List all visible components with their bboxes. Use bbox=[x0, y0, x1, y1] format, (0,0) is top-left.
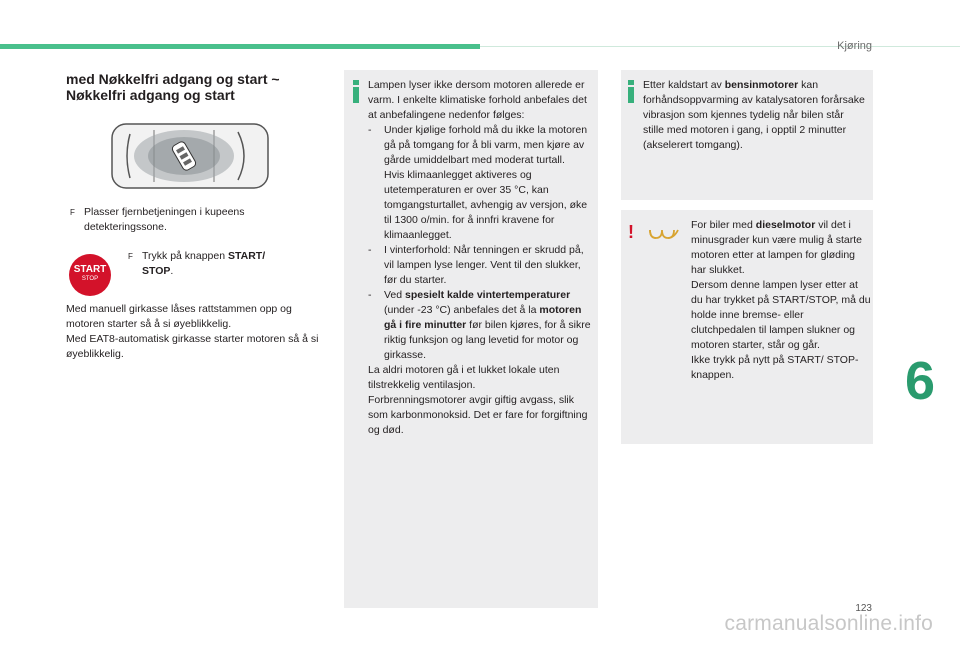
page-number: 123 bbox=[855, 603, 872, 614]
section-title: Kjøring bbox=[837, 40, 872, 52]
bullet-press-start: F Trykk på knappen START/ STOP. bbox=[128, 250, 266, 277]
info-icon bbox=[351, 80, 361, 102]
bullet-icon: F bbox=[128, 252, 133, 261]
info-box-petrol-text: Etter kaldstart av bensinmotorer kan forhåndsoppvarming av katalysatoren forårsake vibrasjon som kjennes tydelig når bilen står stille med motoren i gang, i opptil 2 minutter (akselerert tomgang). bbox=[643, 79, 865, 151]
page-heading: med Nøkkelfri adgang og start ~ Nøkkelfri adgang og start bbox=[66, 71, 280, 103]
header-rule bbox=[480, 46, 960, 47]
bullet-place-remote: F Plasser fjernbetjeningen i kupeens detekteringssone. bbox=[70, 206, 245, 233]
info-icon bbox=[626, 80, 636, 102]
car-key-zone-illustration bbox=[110, 120, 272, 192]
chapter-number: 6 bbox=[904, 351, 936, 411]
header-accent-bar bbox=[0, 44, 480, 49]
glow-plug-icon bbox=[648, 226, 680, 242]
warning-box-diesel-text: For biler med dieselmotor vil det i minusgrader kun være mulig å starte motoren etter at lampen for gløding har slukket. Dersom denne lampen lyser etter at du har trykket på START/STOP, må du holde inne bremse- eller clutchpedalen til lampen slukner og motoren starter, står og går. Ikke trykk på nytt på START/ STOP-knappen. bbox=[691, 219, 871, 381]
watermark: carmanualsonline.info bbox=[724, 612, 933, 635]
start-stop-button-icon: START STOP bbox=[69, 254, 111, 296]
info-box-cold-start-text: Lampen lyser ikke dersom motoren allerede er varm. I enkelte klimatiske forhold anbefales det at anbefalingene nedenfor følges: - Under kjølige forhold må du ikke la motoren gå på tomgang for å bli varm, men kjøre av gårde umiddelbart med moderat turtall. Hvis klimaanlegget aktiveres og utetemperaturen er over 35 °C, kan tomgangsturtallet, avhengig av versjon, øke til 1300 o/min. for å innfri kravene for klimaanlegget. - I vinterforhold: Når tenningen er skrudd på, vil lampen lyse lenger. Vent til den slukker, før du starter. - Ved spesielt kalde vintertemperaturer (under -23 °C) anbefales det å la motoren gå i fire minutter før bilen kjøres, for å sikre riktig funksjon og lang levetid for motor og girkasse. La aldri motoren gå i et lukket lokale uten tilstrekkelig ventilasjon. Forbrenningsmotorer avgir giftig avgass, slik som karbonmonoksid. Det er fare for forgiftning og død. bbox=[368, 79, 591, 436]
bullet-icon: F bbox=[70, 208, 75, 217]
warning-icon: ! bbox=[628, 222, 634, 242]
start-description: Med manuell girkasse låses rattstammen opp og motoren starter så å si øyeblikkelig. Med EAT8-automatisk girkasse starter motoren så å si øyeblikkelig. bbox=[66, 303, 319, 360]
